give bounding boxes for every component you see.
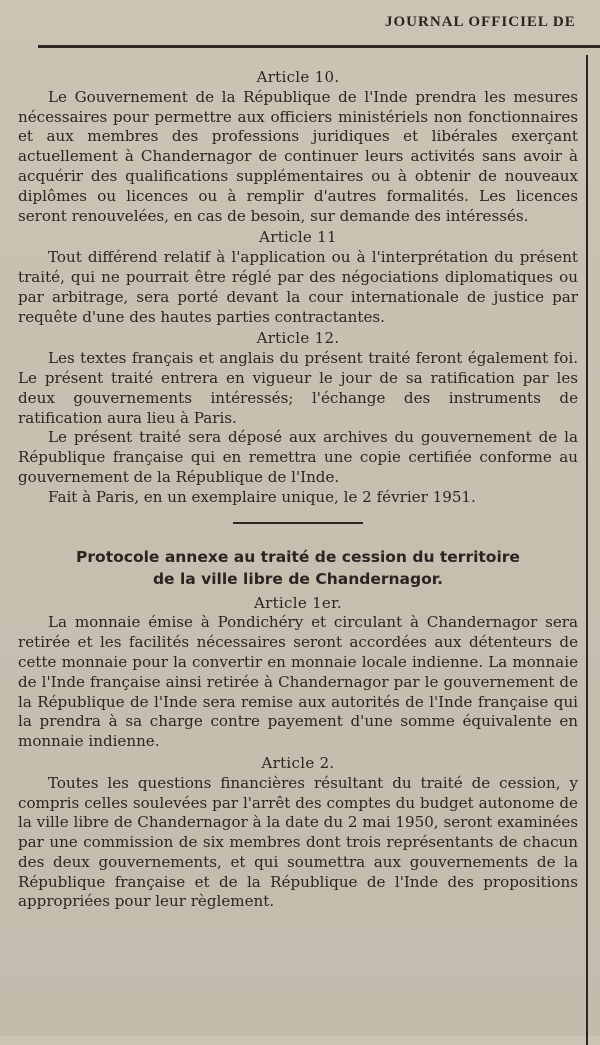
header-rule — [38, 45, 600, 48]
protocol-article-1-heading: Article 1er. — [254, 593, 342, 612]
article-body — [18, 66, 578, 912]
article-10-heading: Article 10. — [256, 68, 340, 86]
journal-header: JOURNAL OFFICIEL DE — [385, 14, 576, 30]
article-10-text: Le Gouvernement de la République de l'Inde prendra les mesures nécessaires pour permettre aux officiers ministériels non fonctionnaires et aux membres des professions juridiques et libérales exerçant actuellement à Chandernagor de continuer leurs activités sans avoir à acquérir des qualifications supplémentaires ou à obtenir de nouveaux diplômes ou licences ou à remplir d'autres formalités. Les licences seront renouvelées, en cas de besoin, sur demande des intéressés. — [18, 87, 578, 225]
protocol-article-2-heading: Article 2. — [261, 753, 335, 772]
article-11-heading: Article 11 — [259, 228, 337, 247]
protocol-title-line-1: Protocole annexe au traité de cession du territoire — [76, 547, 520, 566]
section-separator — [233, 522, 363, 524]
protocol-title-line-2: de la ville libre de Chandernagor. — [152, 569, 444, 588]
protocol-article-1-text: La monnaie émise à Pondichéry et circulant à Chandernagor sera retirée et les facilités nécessaires seront accordées aux détenteurs de cette monnaie pour la convertir en monnaie locale indienne. La monnaie de l'Inde française ainsi retirée à Chandernagor par le gouvernement de la République de l'Inde sera remise aux autorités de l'Inde française qui la prendra à sa charge contre payement d'une somme équivalente en monnaie indienne. — [18, 613, 578, 751]
article-11-text: Tout différend relatif à l'application ou à l'interprétation du présent traité, qui ne pourrait être réglé par des négociations diplomatiques ou par arbitrage, sera porté devant la cour internationale de justice par requête d'une des hautes parties contractantes. — [18, 248, 578, 326]
protocol-title — [18, 546, 578, 590]
article-12-heading: Article 12. — [256, 329, 340, 348]
protocol-article-2-text: Toutes les questions financières résultant du traité de cession, y compris celles soulevées par l'arrêt des comptes du budget autonome de la ville libre de Chandernagor à la date du 2 mai 1950, seront examinées par une commission de six membres dont trois représentants de chacun des deux gouvernements, et qui soumettra aux gouvernements de la République française et de la République de l'Inde des propositions appropriées pour leur règlement. — [18, 773, 578, 911]
article-12-para-3: Fait à Paris, en un exemplaire unique, le 2 février 1951. — [48, 487, 476, 506]
article-12-para-2: Le présent traité sera déposé aux archives du gouvernement de la République française qui en remettra une copie certifiée conforme au gouvernement de la République de l'Inde. — [18, 428, 578, 486]
column-rule — [586, 55, 588, 1045]
article-12-para-1: Les textes français et anglais du présent traité feront également foi. Le présent traité entrera en vigueur le jour de sa ratification par les deux gouvernements intéressés; l'échange des instruments de ratification aura lieu à Paris. — [18, 349, 578, 427]
